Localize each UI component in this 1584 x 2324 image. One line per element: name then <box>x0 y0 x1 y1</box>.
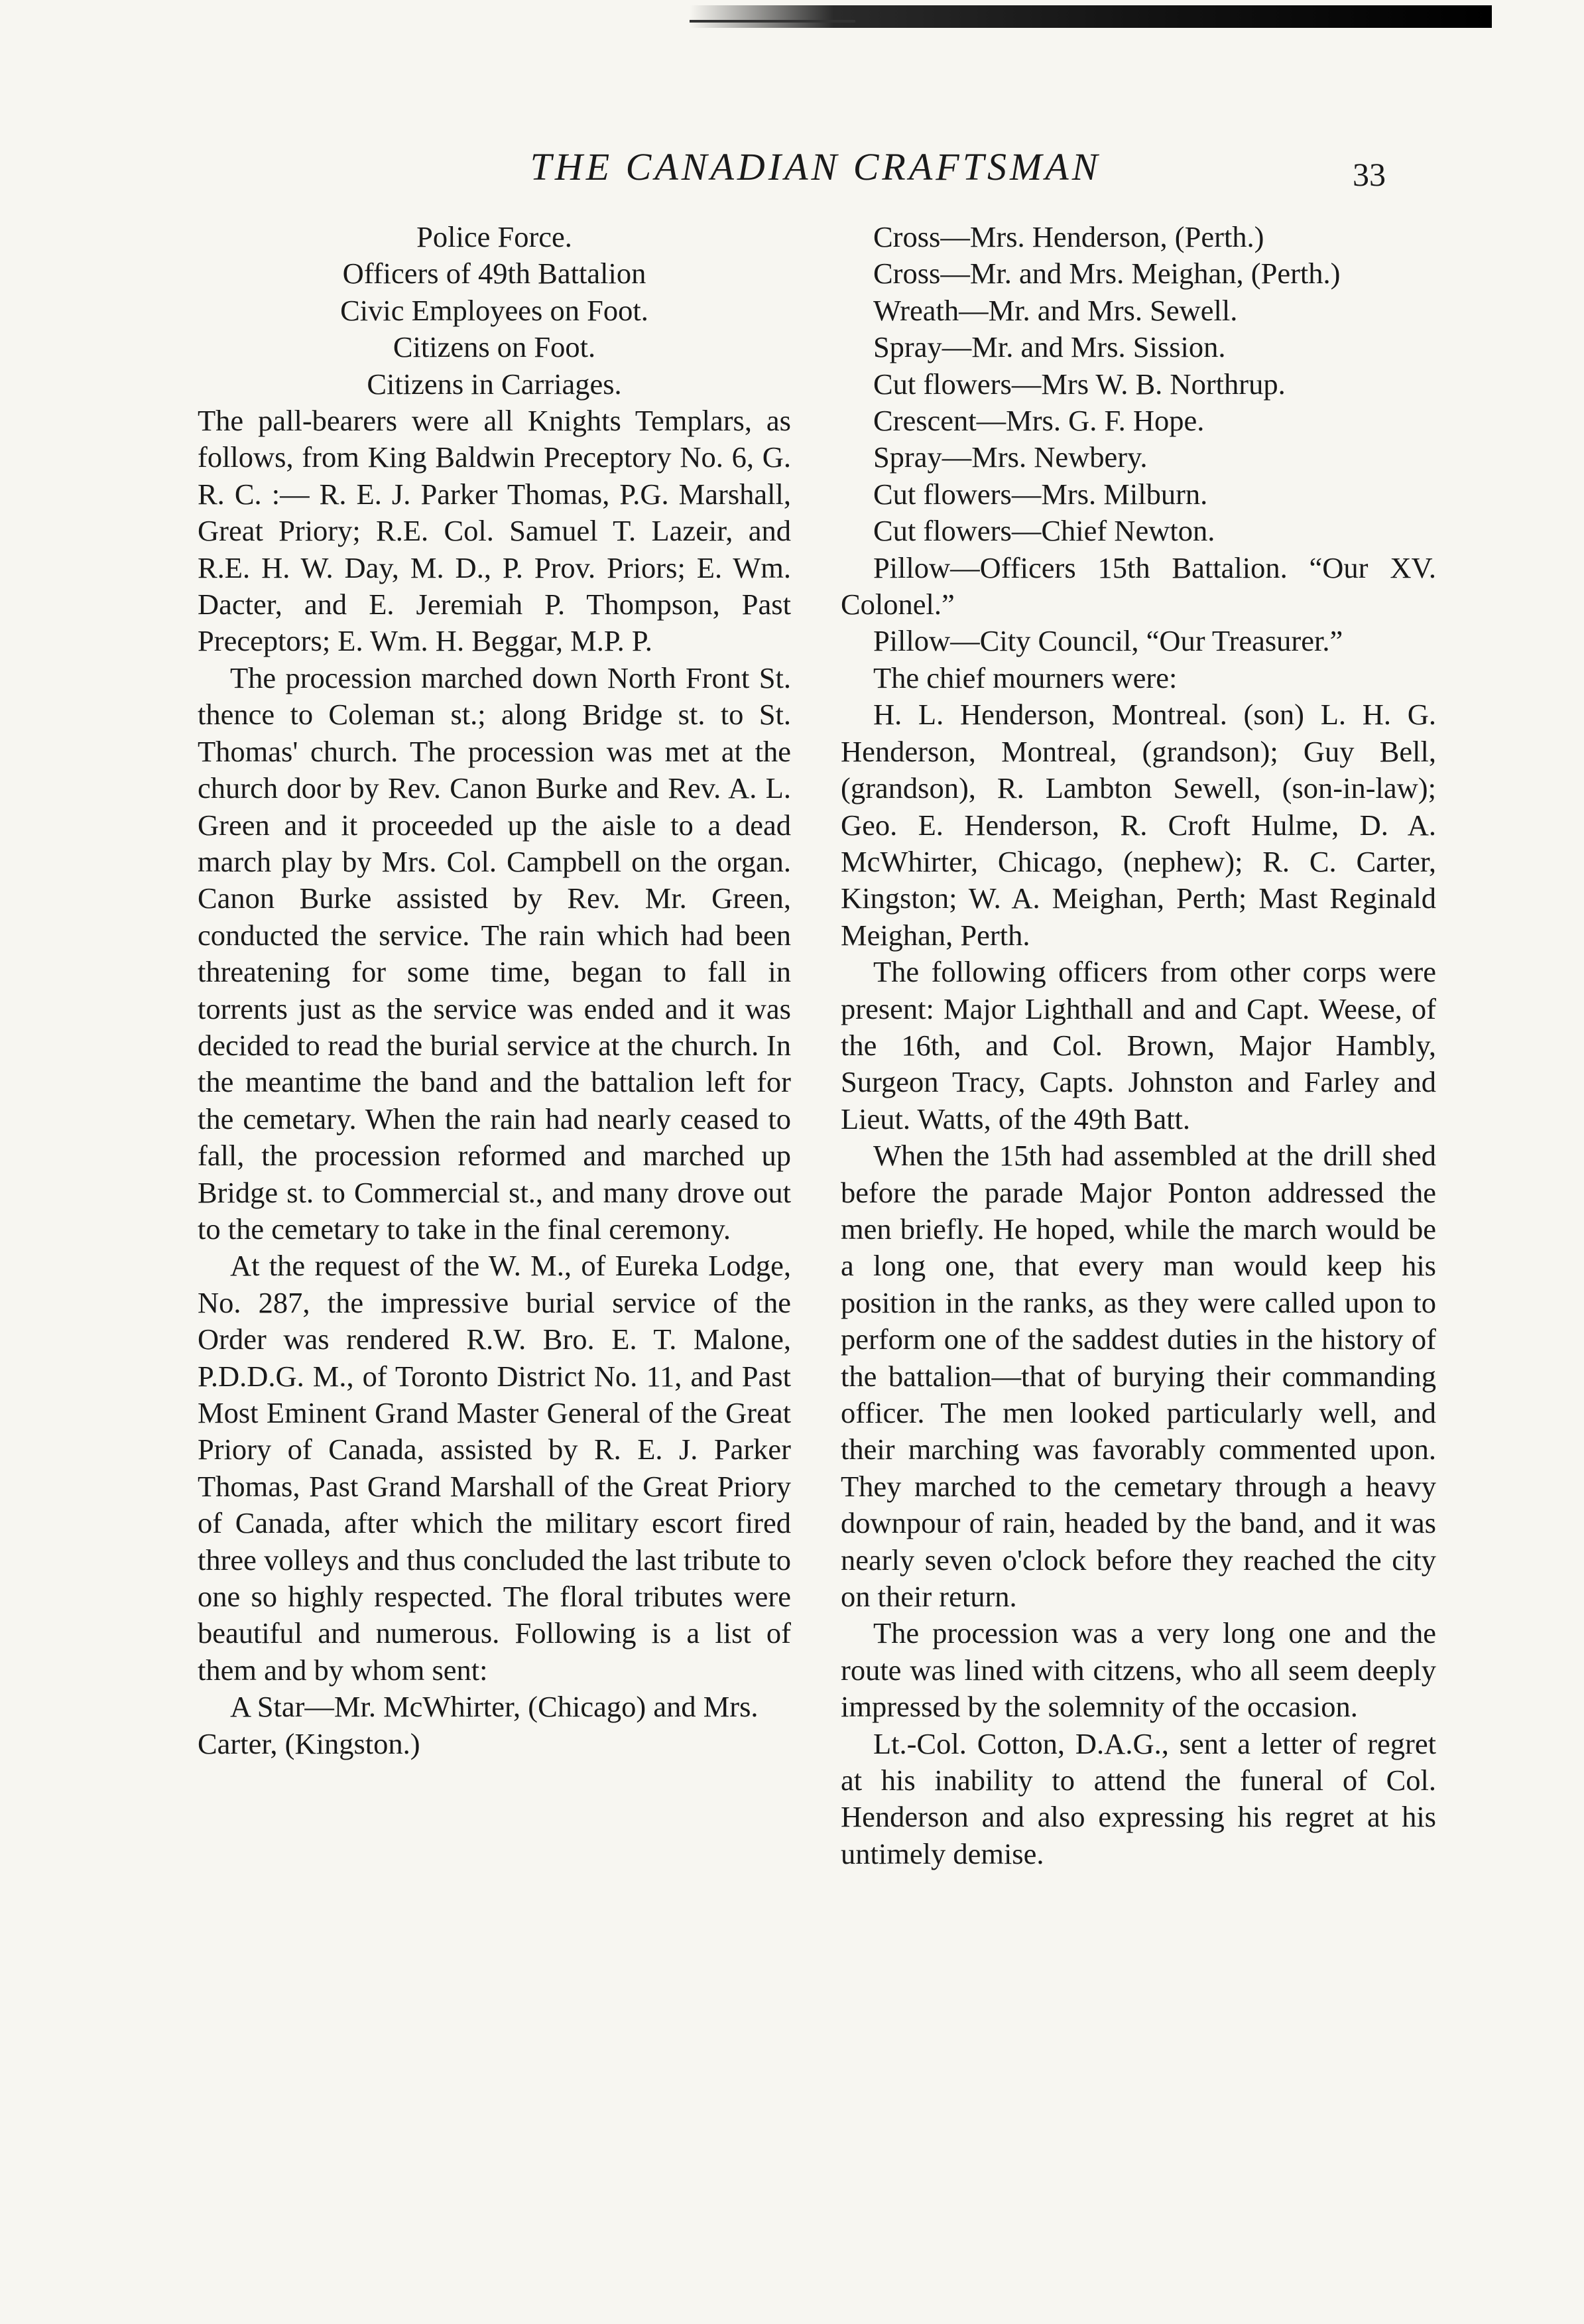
top-edge-rule <box>690 5 1492 28</box>
paragraph: Spray—Mrs. Newbery. <box>873 440 1148 474</box>
paragraph: The pall-bearers were all Knights Templars, as follows, from King Baldwin Preceptory No. 6, G. R. C. :— R. E. J. Parker Thomas, P.G. Marshall, Great Priory; R.E. Col. Samuel T. Lazeir, and R.E. H. W. Day, M. D., P. Prov. Priors; E. Wm. Dacter, and E. Jeremiah P. Thompson, Past Preceptors; E. Wm. H. Beggar, M.P. P. <box>198 404 791 658</box>
paragraph: Spray—Mr. and Mrs. Sission. <box>873 330 1226 364</box>
paragraph: The following officers from other corps were present: Major Lighthall and and Capt. Weese, of the 16th, and Col. Brown, Major Hambly, Surgeon Tracy, Capts. Johnston and Farley and Lieut. Watts, of the 49th Batt. <box>841 955 1436 1135</box>
paragraph: The chief mourners were: <box>873 661 1178 694</box>
paragraph: Citizens on Foot. <box>393 330 596 364</box>
paragraph: Civic Employees on Foot. <box>340 293 648 327</box>
paragraph: Cut flowers—Mrs W. B. Northrup. <box>873 367 1286 401</box>
page-number: 33 <box>1353 156 1386 193</box>
journal-title: THE CANADIAN CRAFTSMAN <box>530 145 1101 188</box>
paragraph: The procession marched down North Front St. thence to Coleman st.; along Bridge st. to St. Thomas' church. The procession was met at the church door by Rev. Canon Burke and Rev. A. L. Green and it proceeded up the aisle to a dead march play by Mrs. Col. Campbell on the organ. Canon Burke assisted by Rev. Mr. Green, conducted the service. The rain which had been threatening for some time, began to fall in torrents just as the service was ended and it was decided to read the burial service at the church. In the meantime the band and the battalion left for the cemetary. When the rain had nearly ceased to fall, the procession reformed and marched up Bridge st. to Commercial st., and many drove out to the cemetary to take in the final ceremony. <box>198 661 791 1246</box>
paragraph: Pillow—City Council, “Our Treasurer.” <box>873 624 1343 658</box>
paragraph: Wreath—Mr. and Mrs. Sewell. <box>873 293 1238 327</box>
paragraph: Officers of 49th Battalion <box>342 257 646 290</box>
paragraph: When the 15th had assembled at the drill shed before the parade Major Ponton addressed the men briefly. He hoped, while the march would be a long one, that every man would keep his position in the ranks, as they were called upon to perform one of the saddest duties in the history of the battalion—that of burying their commanding officer. The men looked particularly well, and their marching was favorably commented upon. They marched to the cemetary through a heavy downpour of rain, headed by the band, and it was nearly seven o'clock before they reached the city on their return. <box>841 1139 1436 1614</box>
running-header <box>0 145 1584 204</box>
paragraph: Lt.-Col. Cotton, D.A.G., sent a letter of regret at his inability to attend the funeral of Col. Henderson and also expressing his regret at his untimely demise. <box>841 1726 1436 1870</box>
paragraph: Pillow—Officers 15th Battalion. “Our XV. Colonel.” <box>841 550 1436 621</box>
paragraph: The procession was a very long one and the route was lined with citzens, who all seem deeply impressed by the solemnity of the occasion. <box>841 1616 1436 1724</box>
paragraph: Cut flowers—Chief Newton. <box>873 514 1215 548</box>
right-column <box>841 219 1436 1872</box>
paragraph: Citizens in Carriages. <box>367 367 622 401</box>
paragraph: Cross—Mr. and Mrs. Meighan, (Perth.) <box>873 257 1341 290</box>
paragraph: Cut flowers—Mrs. Milburn. <box>873 477 1208 511</box>
paragraph: A Star—Mr. McWhirter, (Chicago) and Mrs. Carter, (Kingston.) <box>198 1690 759 1760</box>
left-column <box>198 219 791 1762</box>
paragraph: Crescent—Mrs. G. F. Hope. <box>873 404 1205 438</box>
paragraph: H. L. Henderson, Montreal. (son) L. H. G. Henderson, Montreal, (grandson); Guy Bell, (grandson), R. Lambton Sewell, (son-in-law); Geo. E. Henderson, R. Croft Hulme, D. A. McWhirter, Chicago, (nephew); R. C. Carter, Kingston; W. A. Meighan, Perth; Mast Reginald Meighan, Perth. <box>841 698 1436 952</box>
paragraph: Police Force. <box>416 220 572 253</box>
top-edge-thin-rule <box>690 20 855 23</box>
paragraph: Cross—Mrs. Henderson, (Perth.) <box>873 220 1264 253</box>
paragraph: At the request of the W. M., of Eureka Lodge, No. 287, the impressive burial service of the Order was rendered R.W. Bro. E. T. Malone, P.D.D.G. M., of Toronto District No. 11, and Past Most Eminent Grand Master General of the Great Priory of Canada, assisted by R. E. J. Parker Thomas, Past Grand Marshall of the Great Priory of Canada, after which the military escort fired three volleys and thus concluded the last tribute to one so highly respected. The floral tributes were beautiful and numerous. Following is a list of them and by whom sent: <box>198 1249 791 1687</box>
